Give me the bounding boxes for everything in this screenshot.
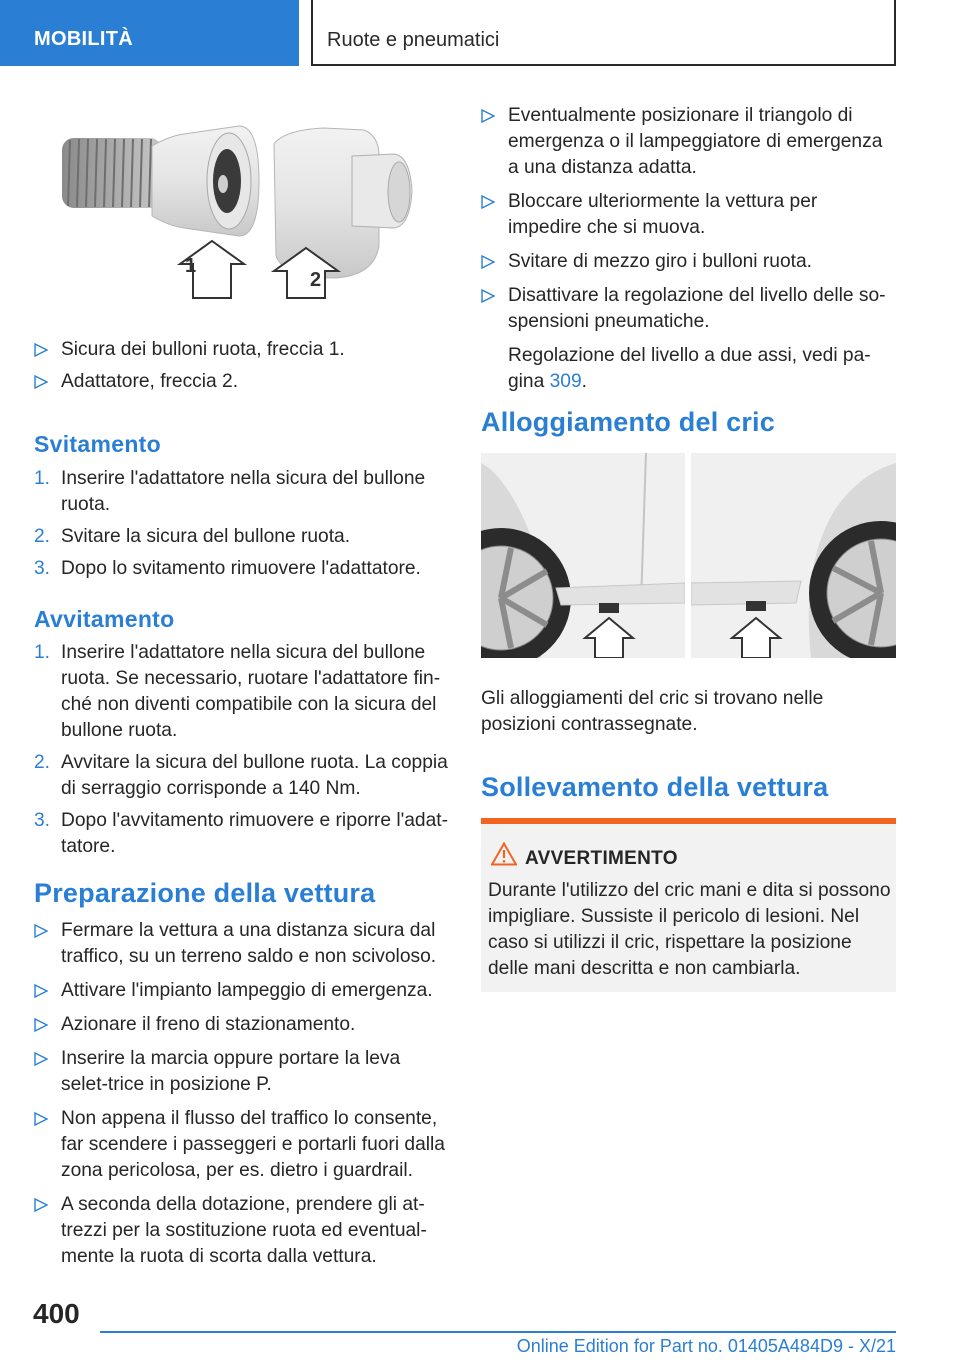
svitamento-steps bbox=[34, 466, 448, 582]
list-item: Attivare l'impianto lampeggio di emergenza. bbox=[34, 978, 448, 1004]
list-item: Azionare il freno di stazionamento. bbox=[34, 1012, 448, 1038]
jack-points-caption: Gli alloggiamenti del cric si trovano nelle posizioni contrassegnate. bbox=[481, 688, 824, 735]
warning-text: Durante l'utilizzo del cric mani e dita si possono impigliare. Sussiste il pericolo di lesioni. Nel caso si utilizzi il cric, rispettare la posizione delle mani descritta e non cambiarla. bbox=[488, 880, 891, 979]
avvitamento-heading: Avvitamento bbox=[34, 606, 175, 632]
list-item: Inserire la marcia oppure portare la leva selet-trice in posizione P. bbox=[34, 1046, 448, 1098]
chapter-title: Ruote e pneumatici bbox=[327, 29, 500, 51]
list-item: Non appena il flusso del traffico lo consente, far scendere i passeggeri e portarli fuori dalla zona pericolosa, per es. dietro i guardrail. bbox=[34, 1106, 448, 1184]
right-preparazione-list bbox=[481, 103, 896, 395]
list-item: Adattatore, freccia 2. bbox=[34, 369, 448, 395]
alloggiamento-heading: Alloggiamento del cric bbox=[481, 407, 775, 437]
bolt-body bbox=[152, 126, 259, 236]
page-number: 400 bbox=[33, 1298, 80, 1329]
preparazione-heading: Preparazione della vettura bbox=[34, 878, 376, 908]
step-item: 3. Dopo l'avvitamento rimuovere e riporre l'adat-tatore. bbox=[34, 810, 448, 857]
triangle-bullet-icon bbox=[481, 109, 495, 123]
step-item: 3. Dopo lo svitamento rimuovere l'adattatore. bbox=[34, 558, 421, 579]
triangle-bullet-icon bbox=[34, 984, 48, 998]
svitamento-heading: Svitamento bbox=[34, 431, 161, 457]
list-item: Fermare la vettura a una distanza sicura dal traffico, su un terreno saldo e non scivoloso. bbox=[34, 918, 448, 970]
chapter-tab bbox=[311, 0, 896, 66]
step-item: 1. Inserire l'adattatore nella sicura del bullone ruota. bbox=[34, 468, 426, 515]
cross-reference: Regolazione del livello a due assi, vedi pa-gina 309. bbox=[508, 345, 871, 392]
list-item: Disattivare la regolazione del livello delle so-spensioni pneumatiche. Regolazione del livello a due assi, vedi pa-gina 309. bbox=[481, 283, 896, 395]
list-item: Sicura dei bulloni ruota, freccia 1. bbox=[34, 337, 448, 363]
footer-divider bbox=[100, 1331, 896, 1333]
triangle-bullet-icon bbox=[34, 343, 48, 357]
list-item: Svitare di mezzo giro i bulloni ruota. bbox=[481, 249, 896, 275]
footer-edition: Online Edition for Part no. 01405A484D9 - X/21 bbox=[516, 1336, 896, 1356]
bolt-legend-list bbox=[34, 337, 448, 395]
triangle-bullet-icon bbox=[481, 255, 495, 269]
section-title: MOBILITÀ bbox=[34, 28, 134, 50]
jack-points-figure bbox=[481, 453, 896, 658]
triangle-bullet-icon bbox=[34, 1052, 48, 1066]
arrow-1-label: 1 bbox=[185, 255, 197, 277]
triangle-bullet-icon bbox=[34, 1112, 48, 1126]
sollevamento-heading: Sollevamento della vettura bbox=[481, 772, 829, 802]
triangle-bullet-icon bbox=[34, 375, 48, 389]
bolt-thread bbox=[62, 138, 162, 208]
list-item: Bloccare ulteriormente la vettura per impedire che si muova. bbox=[481, 189, 896, 241]
triangle-bullet-icon bbox=[34, 924, 48, 938]
avvitamento-steps bbox=[34, 640, 448, 860]
page-link[interactable]: 309 bbox=[549, 371, 582, 392]
triangle-bullet-icon bbox=[481, 289, 495, 303]
triangle-bullet-icon bbox=[481, 195, 495, 209]
triangle-bullet-icon bbox=[34, 1018, 48, 1032]
warning-title: AVVERTIMENTO bbox=[525, 848, 678, 869]
warning-triangle-icon bbox=[491, 842, 517, 866]
arrow-2-label: 2 bbox=[310, 269, 322, 291]
preparazione-list bbox=[34, 918, 448, 1270]
triangle-bullet-icon bbox=[34, 1198, 48, 1212]
list-item: A seconda della dotazione, prendere gli at-trezzi per la sostituzione ruota ed eventual-mente la ruota di scorta dalla vettura. bbox=[34, 1192, 448, 1270]
arrow-1-icon bbox=[180, 241, 244, 298]
step-item: 1. Inserire l'adattatore nella sicura del bullone ruota. Se necessario, ruotare l'adattatore fin-ché non diventi compatibile con la sicura del bullone ruota. bbox=[34, 642, 441, 741]
rear-wheel-image bbox=[691, 453, 896, 658]
bolt-adapter-figure bbox=[34, 96, 448, 326]
section-tab bbox=[0, 0, 299, 66]
front-wheel-image bbox=[481, 453, 685, 658]
list-item: Eventualmente posizionare il triangolo di emergenza o il lampeggiatore di emergenza a una distanza adatta. bbox=[481, 103, 896, 181]
step-item: 2. Avvitare la sicura del bullone ruota. La coppia di serraggio corrisponde a 140 Nm. bbox=[34, 752, 448, 799]
warning-box bbox=[481, 818, 896, 992]
step-item: 2. Svitare la sicura del bullone ruota. bbox=[34, 526, 351, 547]
